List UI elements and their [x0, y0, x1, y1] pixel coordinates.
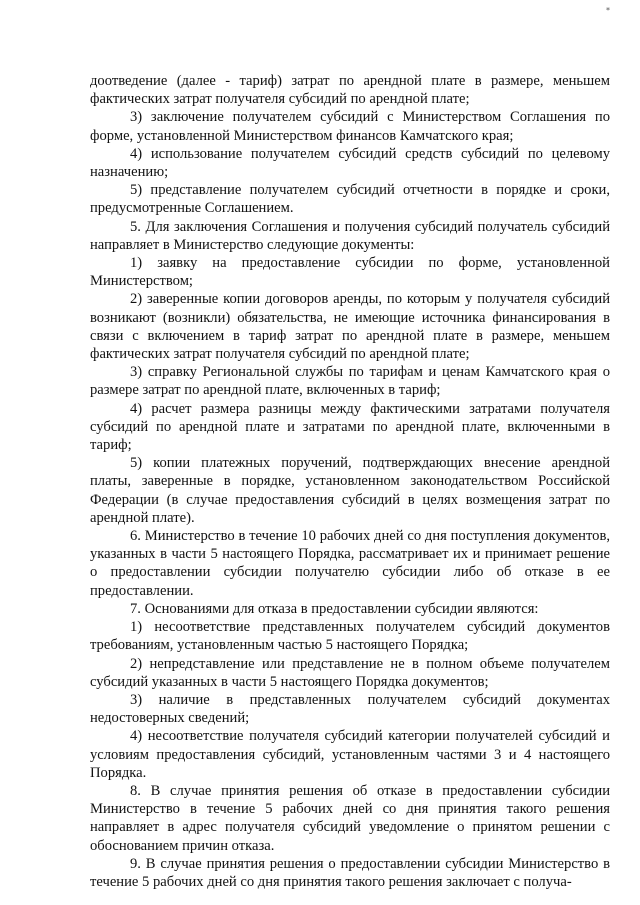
document-body — [90, 72, 610, 891]
paragraph-continuation: доотведение (далее - тариф) затрат по арендной плате в размере, меньшем фактических затрат получателя субсидий по арендной плате; — [90, 73, 610, 108]
paragraph-item: 2) заверенные копии договоров аренды, по которым у получателя субсидий возникают (возникли) обязательства, не имеющие источника финансирования в связи с включением в тариф затрат по арендной плате в размере, меньшем фактических затрат получателя субсидий по арендной плате; — [90, 291, 610, 363]
paragraph-item: 1) заявку на предоставление субсидии по форме, установленной Министерством; — [90, 255, 610, 290]
paragraph-item: 2) непредставление или представление не в полном объеме получателем субсидий указанных в части 5 настоящего Порядка документов; — [90, 655, 610, 690]
corner-mark: * — [606, 6, 610, 15]
paragraph-item: 1) несоответствие представленных получателем субсидий документов требованиям, установленным частью 5 настоящего Порядка; — [90, 619, 610, 654]
paragraph-section: 5. Для заключения Соглашения и получения субсидий получатель субсидий направляет в Министерство следующие документы: — [90, 218, 610, 253]
paragraph-item: 4) использование получателем субсидий средств субсидий по целевому назначению; — [90, 145, 610, 181]
paragraph-section: 8. В случае принятия решения об отказе в предоставлении субсидии Министерство в течение 5 рабочих дней со дня принятия такого решения направляет в адрес получателя субсидий уведомление о принятом решении с обоснованием причин отказа. — [90, 782, 610, 854]
paragraph-section: 9. В случае принятия решения о предоставлении субсидии Министерство в течение 5 рабочих дней со дня принятия такого решения заключает с получа- — [90, 855, 610, 890]
paragraph-item: 3) наличие в представленных получателем субсидий документах недостоверных сведений; — [90, 691, 610, 727]
paragraph-item: 5) копии платежных поручений, подтверждающих внесение арендной платы, заверенные в порядке, установленном законодательством Российской Федерации (в случае предоставления субсидий в целях возмещения затрат по арендной плате). — [90, 455, 610, 526]
paragraph-section: 7. Основаниями для отказа в предоставлении субсидии являются: — [130, 600, 539, 617]
paragraph-section: 6. Министерство в течение 10 рабочих дней со дня поступления документов, указанных в части 5 настоящего Порядка, рассматривает их и принимает решение о предоставлении субсидии получателю субсидии либо об отказе в ее предоставлении. — [90, 528, 610, 599]
paragraph-item: 3) справку Региональной службы по тарифам и ценам Камчатского края о размере затрат по арендной плате, включенных в тариф; — [90, 364, 610, 399]
paragraph-item: 4) расчет размера разницы между фактическими затратами получателя субсидий по арендной плате и затратами по арендной плате, включенными в тариф; — [90, 400, 610, 454]
paragraph-item: 4) несоответствие получателя субсидий категории получателей субсидий и условиям предоставления субсидий, установленным частями 3 и 4 настоящего Порядка. — [90, 728, 610, 781]
paragraph-item: 5) представление получателем субсидий отчетности в порядке и сроки, предусмотренные Соглашением. — [90, 182, 610, 217]
paragraph-item: 3) заключение получателем субсидий с Министерством Соглашения по форме, установленной Министерством финансов Камчатского края; — [90, 109, 610, 144]
